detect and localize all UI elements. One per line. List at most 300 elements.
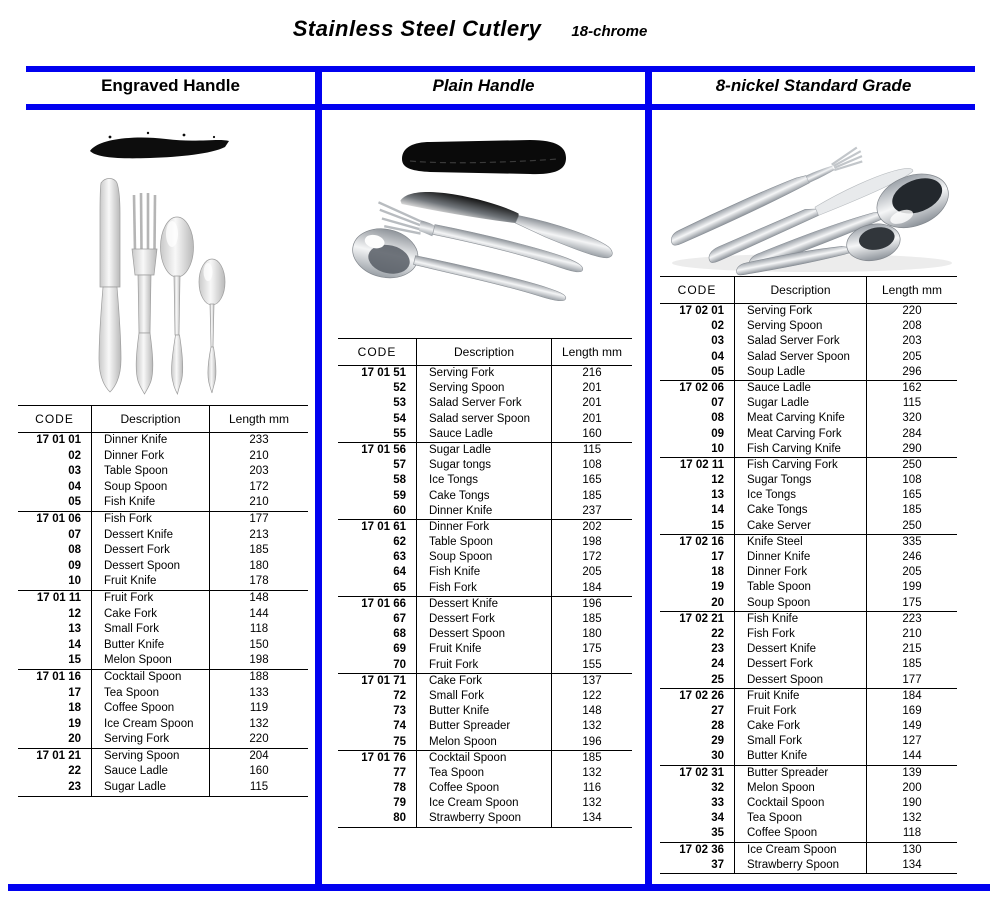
cell-description: Sugar Ladle [92,780,210,796]
cell-code: 20 [660,596,735,611]
cell-length-mm: 199 [902,581,922,594]
cell-length-mm: 216 [582,367,602,379]
cell-code: 04 [18,480,92,496]
cell-length-mm: 144 [249,607,269,620]
table-row [338,612,632,627]
cell-length-mm: 160 [249,765,269,778]
table-row [18,717,308,733]
cell-description: Ice Tongs [735,488,867,503]
table-row [660,811,957,826]
cell-code: 68 [338,627,417,642]
tea-spoon-illustration [199,259,225,393]
cell-description: Cocktail Spoon [92,670,210,686]
cell-code: 74 [338,719,417,734]
cell-code: 34 [660,811,735,826]
cell-description: Serving Spoon [417,381,552,396]
cell-code: 53 [338,396,417,411]
cell-length-mm: 237 [582,504,602,517]
cell-description: Cake Tongs [735,503,867,518]
cell-description: Dinner Fork [92,449,210,465]
cell-description: Table Spoon [92,464,210,480]
cell-code: 07 [660,396,735,411]
table-header-row [660,277,957,304]
cell-description: Serving Fork [92,732,210,748]
cell-description: Dessert Fork [735,657,867,672]
cell-code: 19 [18,717,92,733]
cell-code: 09 [18,559,92,575]
cell-description: Fish Fork [417,581,552,596]
cell-description: Butter Knife [92,638,210,654]
cell-length-mm: 130 [902,843,922,856]
cell-description: Sauce Ladle [92,764,210,780]
cell-code: 17 02 31 [660,766,735,781]
cell-code: 22 [18,764,92,780]
cell-code: 17 02 06 [660,381,735,396]
cell-code: 17 01 76 [338,751,417,766]
cell-length-mm: 210 [249,449,269,462]
table-row [660,380,957,396]
cell-length-mm: 115 [582,443,602,456]
cell-code: 77 [338,766,417,781]
column-header-description: Description [417,339,552,365]
cell-code: 17 [660,550,735,565]
cell-length-mm: 118 [249,623,269,636]
cell-code: 67 [338,612,417,627]
cell-length-mm: 119 [249,702,269,715]
cell-description: Cake Server [735,519,867,534]
table-row [338,596,632,612]
cell-length-mm: 144 [902,750,922,763]
cell-description: Serving Spoon [735,319,867,334]
table-header-row [18,406,308,433]
table-row [660,842,957,858]
table-row [18,528,308,544]
cell-length-mm: 169 [902,704,922,717]
cell-description: Cocktail Spoon [735,796,867,811]
cell-length-mm: 220 [902,305,922,317]
cell-length-mm: 233 [249,434,269,446]
cutlery-table-plain-handle [338,338,632,828]
table-row [660,734,957,749]
cell-length-mm: 132 [902,812,922,825]
column-header-plain-handle: Plain Handle [432,76,535,95]
cell-code: 02 [18,449,92,465]
table-row [660,565,957,580]
table-row [338,766,632,781]
table-row [660,627,957,642]
cell-code: 14 [660,503,735,518]
cell-length-mm: 108 [902,474,922,487]
table-row [18,511,308,528]
cell-code: 07 [18,528,92,544]
cell-code: 23 [18,780,92,796]
cell-length-mm: 205 [902,566,922,579]
cell-description: Fish Knife [735,612,867,627]
cell-length-mm: 177 [249,512,269,525]
cell-code: 60 [338,504,417,519]
cell-description: Dinner Fork [735,565,867,580]
cell-description: Dessert Spoon [92,559,210,575]
table-row [660,304,957,319]
cell-description: Butter Knife [735,749,867,764]
cell-length-mm: 210 [902,627,922,640]
cell-length-mm: 175 [582,643,602,656]
table-row [338,811,632,826]
table-row [338,735,632,750]
cell-code: 80 [338,811,417,826]
cell-code: 20 [18,732,92,748]
table-row [660,503,957,518]
cell-length-mm: 134 [582,812,602,825]
cell-length-mm: 220 [249,733,269,746]
header-bottom-rule [26,104,975,110]
cell-code: 15 [18,653,92,669]
cell-description: Melon Spoon [735,781,867,796]
table-spoon-illustration [161,217,194,394]
table-row [660,611,957,627]
cell-length-mm: 184 [582,581,602,594]
cell-description: Tea Spoon [417,766,552,781]
cell-description: Fruit Knife [92,574,210,590]
cell-description: Fish Carving Fork [735,458,867,473]
table-row [18,638,308,654]
table-row [338,581,632,596]
table-row [338,704,632,719]
cell-length-mm: 175 [902,596,922,609]
cell-description: Butter Spreader [417,719,552,734]
cell-code: 70 [338,658,417,673]
table-row [18,464,308,480]
cell-length-mm: 205 [902,350,922,363]
table-row [660,534,957,550]
table-row [338,442,632,458]
cell-length-mm: 185 [249,544,269,557]
table-row [18,590,308,607]
cell-length-mm: 132 [249,717,269,730]
table-row [338,689,632,704]
table-row [18,480,308,496]
cell-description: Fruit Fork [735,704,867,719]
cell-length-mm: 155 [582,658,602,671]
cell-description: Dessert Knife [92,528,210,544]
cell-code: 05 [660,365,735,380]
cell-length-mm: 148 [249,591,269,604]
table-row [18,433,308,449]
cell-length-mm: 185 [582,751,602,764]
cell-length-mm: 250 [902,519,922,532]
cell-length-mm: 201 [582,382,602,395]
engraved-handle-cutlery-set-photo [8,115,315,405]
cell-length-mm: 165 [902,489,922,502]
cell-code: 52 [338,381,417,396]
cell-description: Sugar Ladle [417,443,552,458]
cell-code: 17 [18,686,92,702]
table-row [660,704,957,719]
cell-description: Dinner Fork [417,520,552,535]
cell-length-mm: 165 [582,474,602,487]
cell-length-mm: 172 [249,480,269,493]
cell-description: Dessert Knife [735,642,867,657]
column-header-code: CODE [660,277,735,303]
cell-length-mm: 148 [582,705,602,718]
cell-code: 17 02 01 [660,304,735,319]
cell-code: 17 01 61 [338,520,417,535]
cell-description: Dessert Fork [417,612,552,627]
cell-code: 69 [338,642,417,657]
table-row [18,449,308,465]
table-row [338,627,632,642]
cutlery-table-engraved-handle [18,405,308,797]
table-row [660,596,957,611]
cell-length-mm: 190 [902,797,922,809]
cell-code: 05 [18,495,92,511]
cell-length-mm: 134 [902,858,922,871]
cell-code: 78 [338,781,417,796]
cell-description: Coffee Spoon [417,781,552,796]
cell-description: Cake Fork [92,607,210,623]
cell-description: Dessert Knife [417,597,552,612]
cell-length-mm: 213 [249,528,269,541]
page-title: Stainless Steel Cutlery [292,16,542,41]
cell-length-mm: 215 [902,643,922,656]
cell-length-mm: 250 [902,458,922,471]
table-row [660,657,957,672]
table-row [338,366,632,381]
table-row [660,411,957,426]
cell-length-mm: 180 [582,628,602,641]
cell-code: 19 [660,580,735,595]
cell-code: 17 02 21 [660,612,735,627]
cell-description: Dessert Fork [92,543,210,559]
cell-length-mm: 196 [582,735,602,748]
cell-description: Salad Server Fork [735,334,867,349]
table-row [660,673,957,688]
cell-code: 17 01 16 [18,670,92,686]
cell-length-mm: 284 [902,427,922,440]
cell-length-mm: 203 [902,335,922,348]
cell-code: 18 [660,565,735,580]
cell-description: Cake Fork [735,719,867,734]
column-divider-left [315,66,322,891]
cell-code: 04 [660,350,735,365]
cell-description: Sauce Ladle [417,427,552,442]
table-row [18,686,308,702]
cell-length-mm: 115 [902,397,922,410]
table-row [338,719,632,734]
cell-code: 27 [660,704,735,719]
cell-code: 03 [18,464,92,480]
cell-description: Sugar Tongs [735,473,867,488]
cell-length-mm: 132 [582,720,602,733]
cell-code: 57 [338,458,417,473]
cell-description: Salad Server Spoon [735,350,867,365]
standard-grade-cutlery-fan-photo [652,115,990,280]
cell-code: 10 [660,442,735,457]
cell-description: Dinner Knife [92,433,210,449]
table-row [338,519,632,535]
cell-description: Table Spoon [735,580,867,595]
cell-code: 10 [18,574,92,590]
table-row [338,565,632,580]
cell-code: 18 [18,701,92,717]
table-row [660,350,957,365]
table-row [660,396,957,411]
cell-code: 33 [660,796,735,811]
table-row [18,653,308,669]
cell-description: Dessert Spoon [735,673,867,688]
cell-code: 17 02 11 [660,458,735,473]
cell-code: 54 [338,412,417,427]
cell-description: Soup Ladle [735,365,867,380]
cell-description: Coffee Spoon [92,701,210,717]
column-header-standard-grade: 8-nickel Standard Grade [715,76,912,95]
engraved-handle-sample-stroke [90,132,229,159]
cell-code: 30 [660,749,735,764]
top-rule [26,66,975,72]
cell-code: 17 02 16 [660,535,735,550]
cell-code: 64 [338,565,417,580]
table-row [338,473,632,488]
cell-code: 12 [660,473,735,488]
cell-description: Salad server Spoon [417,412,552,427]
plain-handle-sample [402,140,566,174]
table-row [660,765,957,781]
cell-code: 37 [660,858,735,873]
cell-description: Serving Spoon [92,749,210,765]
table-row [660,796,957,811]
column-header-description: Description [92,406,210,432]
table-row [338,658,632,673]
cell-description: Fruit Fork [92,591,210,607]
cell-description: Knife Steel [735,535,867,550]
cell-code: 23 [660,642,735,657]
cell-length-mm: 290 [902,442,922,455]
column-header-engraved-handle: Engraved Handle [101,76,240,95]
cell-code: 17 02 26 [660,689,735,704]
cell-description: Soup Spoon [92,480,210,496]
cell-code: 17 01 21 [18,749,92,765]
table-row [338,504,632,519]
table-row [338,396,632,411]
cell-description: Fruit Knife [735,689,867,704]
cell-length-mm: 132 [582,797,602,810]
cell-description: Serving Fork [735,304,867,319]
cell-length-mm: 223 [902,612,922,625]
cell-length-mm: 139 [902,766,922,779]
cell-code: 17 01 66 [338,597,417,612]
cell-description: Soup Spoon [735,596,867,611]
table-row [18,780,308,796]
cell-code: 32 [660,781,735,796]
cell-description: Dessert Spoon [417,627,552,642]
table-row [338,750,632,766]
table-row [338,796,632,811]
cell-code: 55 [338,427,417,442]
cell-length-mm: 246 [902,551,922,563]
cell-length-mm: 180 [249,559,269,572]
cell-description: Table Spoon [417,535,552,550]
cell-length-mm: 198 [249,654,269,667]
cell-code: 35 [660,826,735,841]
cell-length-mm: 132 [582,766,602,779]
table-row [660,442,957,457]
table-row [660,580,957,595]
column-header-length-mm: Length mm [228,412,290,426]
cell-code: 13 [18,622,92,638]
cell-length-mm: 204 [249,749,269,762]
cell-description: Ice Cream Spoon [417,796,552,811]
table-row [18,701,308,717]
column-header-length-mm: Length mm [561,345,623,359]
cell-code: 63 [338,550,417,565]
table-row [338,412,632,427]
cell-length-mm: 160 [582,427,602,440]
cell-length-mm: 150 [249,638,269,651]
table-row [660,826,957,841]
table-row [338,673,632,689]
plain-handle-cutlery-set-photo [322,115,645,340]
cell-code: 13 [660,488,735,503]
cell-code: 12 [18,607,92,623]
table-row [338,781,632,796]
cell-length-mm: 196 [582,597,602,610]
cell-length-mm: 177 [902,673,922,686]
cell-length-mm: 178 [249,575,269,588]
table-row [660,519,957,534]
cell-code: 02 [660,319,735,334]
cell-length-mm: 320 [902,412,922,425]
cell-description: Cake Fork [417,674,552,689]
cell-code: 28 [660,719,735,734]
page-title-row [0,16,940,42]
cell-length-mm: 116 [582,782,602,795]
cell-description: Salad Server Fork [417,396,552,411]
table-row [660,365,957,380]
table-row [18,607,308,623]
cell-code: 17 01 51 [338,366,417,381]
table-row [18,622,308,638]
cell-description: Melon Spoon [417,735,552,750]
cell-code: 15 [660,519,735,534]
cell-code: 29 [660,734,735,749]
table-row [338,458,632,473]
table-row [18,543,308,559]
table-row [660,427,957,442]
cell-code: 17 01 06 [18,512,92,528]
table-row [18,574,308,590]
cell-description: Cocktail Spoon [417,751,552,766]
cell-length-mm: 296 [902,365,922,378]
cell-length-mm: 184 [902,689,922,702]
table-row [18,748,308,765]
cell-length-mm: 185 [582,489,602,502]
cell-length-mm: 201 [582,397,602,410]
cell-description: Fish Fork [735,627,867,642]
cell-description: Meat Carving Fork [735,427,867,442]
column-header-length-mm: Length mm [881,283,943,297]
table-row [660,457,957,473]
cell-code: 59 [338,489,417,504]
table-row [18,559,308,575]
cell-code: 22 [660,627,735,642]
table-row [660,719,957,734]
cell-length-mm: 133 [249,686,269,699]
cell-description: Sauce Ladle [735,381,867,396]
cell-length-mm: 198 [582,536,602,549]
cell-code: 72 [338,689,417,704]
cell-length-mm: 203 [249,465,269,478]
cell-description: Serving Fork [417,366,552,381]
